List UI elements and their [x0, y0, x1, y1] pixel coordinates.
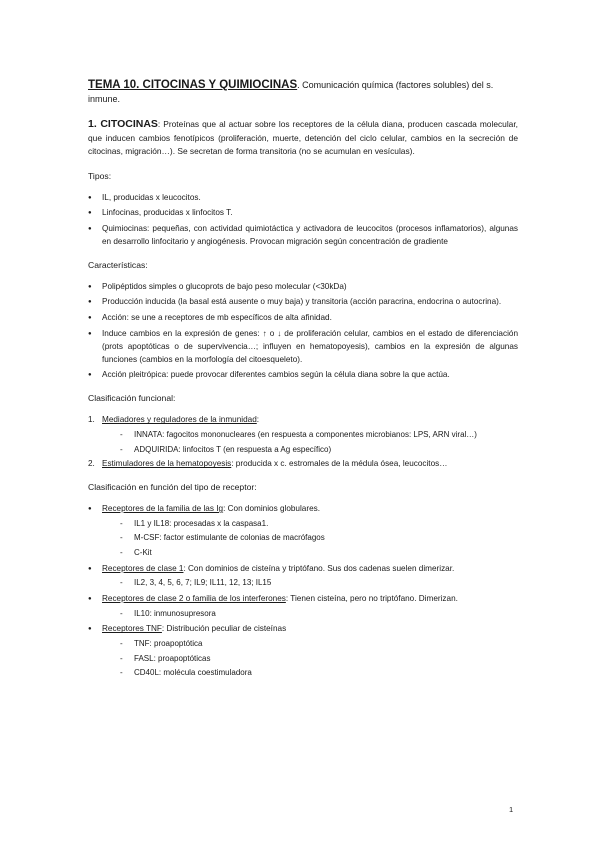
item-text: : producida x c. estromales de la médula ósea, leucocitos… [231, 459, 448, 469]
list-item: ● Acción pleitrópica: puede provocar diferentes cambios según la célula diana sobre la que actúa. [88, 369, 518, 382]
list-item [88, 563, 518, 590]
title-subtitle: . Comunicación química (factores solubles) del s. inmune. [88, 80, 494, 104]
list-number: 2. [88, 459, 95, 469]
sub-item: - TNF: proapoptótica [102, 638, 518, 651]
sub-item: - IL1 y IL18: procesadas x la caspasa1. [102, 518, 518, 531]
sub-item: - IL10: inmunosupresora [102, 608, 518, 621]
intro-paragraph [88, 118, 518, 159]
list-item: ● Polipéptidos simples o glucoprots de bajo peso molecular (<30kDa) [88, 281, 518, 294]
funcional-heading: Clasificación funcional: [88, 393, 176, 404]
list-item [88, 458, 518, 471]
page-number: 1 [509, 805, 514, 814]
intro-text: : Proteínas que al actuar sobre los receptores de la célula diana, producen cascada molecular, que inducen cambios fenotípicos (proliferación, muerte, detención del ciclo celular, cambios en la secreción de citocinas, migración…). Se secretan de forma transitoria (no se acumulan en vesículas). [88, 119, 518, 156]
item-label: Estimuladores de la hematopoyesis [102, 459, 232, 469]
caracteristicas-list [88, 281, 518, 383]
item-label: Receptores de clase 1 [102, 563, 184, 573]
list-item: ● Quimiocinas: pequeñas, con actividad quimiotáctica y activadora de leucocitos (procesos inflamatorios), algunas en desarrollo linfocitario y angiogénesis. Provocan migración según concentración de gradiente [88, 223, 518, 249]
title-main: TEMA 10. CITOCINAS Y QUIMIOCINAS [88, 79, 298, 91]
item-label: Receptores de clase 2 o familia de los interferones [102, 594, 286, 604]
sub-item: - FASL: proapoptóticas [102, 653, 518, 666]
list-item [88, 593, 518, 620]
item-text: : Con dominios globulares. [223, 504, 321, 514]
list-item: ● Linfocinas, producidas x linfocitos T. [88, 207, 518, 220]
sub-item: - IL2, 3, 4, 5, 6, 7; IL9; IL11, 12, 13; IL15 [102, 577, 518, 590]
list-item [88, 623, 518, 680]
funcional-list [88, 414, 518, 471]
sub-item: - C-Kit [102, 547, 518, 560]
list-item: ● Acción: se une a receptores de mb específicos de alta afinidad. [88, 312, 518, 325]
list-item: ● Induce cambios en la expresión de genes: ↑ o ↓ de proliferación celular, cambios en el estado de diferenciación (prots apoptóticas o de supervivencia…; influyen en hematopoyesis), cambios en la expresión de algunas funciones (cambios en la morfología del citoesqueleto). [88, 328, 518, 366]
intro-lead: 1. CITOCINAS [88, 118, 158, 130]
list-number: 1. [88, 415, 95, 425]
tipos-list [88, 192, 518, 249]
receptor-heading: Clasificación en función del tipo de receptor: [88, 482, 257, 493]
caracteristicas-heading: Características: [88, 259, 148, 270]
sub-item: - M-CSF: factor estimulante de colonias de macrófagos [102, 532, 518, 545]
tipos-heading: Tipos: [88, 170, 112, 181]
receptor-list [88, 503, 518, 680]
sub-list [102, 608, 518, 621]
item-text: : Distribución peculiar de cisteínas [161, 624, 287, 634]
item-text: : Tienen cisteína, pero no triptófano. Dimerizan. [285, 594, 458, 604]
list-item [88, 503, 518, 560]
item-text: : Con dominios de cisteína y triptófano. Sus dos cadenas suelen dimerizar. [183, 563, 455, 573]
sub-item: - CD40L: molécula coestimuladora [102, 667, 518, 680]
document-page [88, 78, 518, 690]
item-label: Receptores de la familia de las Ig [102, 504, 224, 514]
item-label: Receptores TNF [102, 624, 162, 634]
sub-list [102, 638, 518, 680]
list-item: ● Producción inducida (la basal está ausente o muy baja) y transitoria (acción paracrina, endocrina o autocrina). [88, 296, 518, 309]
item-label: Mediadores y reguladores de la inmunidad [102, 415, 257, 425]
sub-list [102, 429, 518, 456]
sub-list [102, 518, 518, 560]
sub-item: - ADQUIRIDA: linfocitos T (en respuesta a Ag específico) [102, 444, 518, 457]
sub-item: - INNATA: fagocitos mononucleares (en respuesta a componentes microbianos: LPS, ARN viral…) [102, 429, 518, 442]
list-item: ● IL, producidas x leucocitos. [88, 192, 518, 205]
document-title [88, 78, 518, 106]
sub-list [102, 577, 518, 590]
item-text: : [256, 415, 260, 425]
list-item [88, 414, 518, 456]
